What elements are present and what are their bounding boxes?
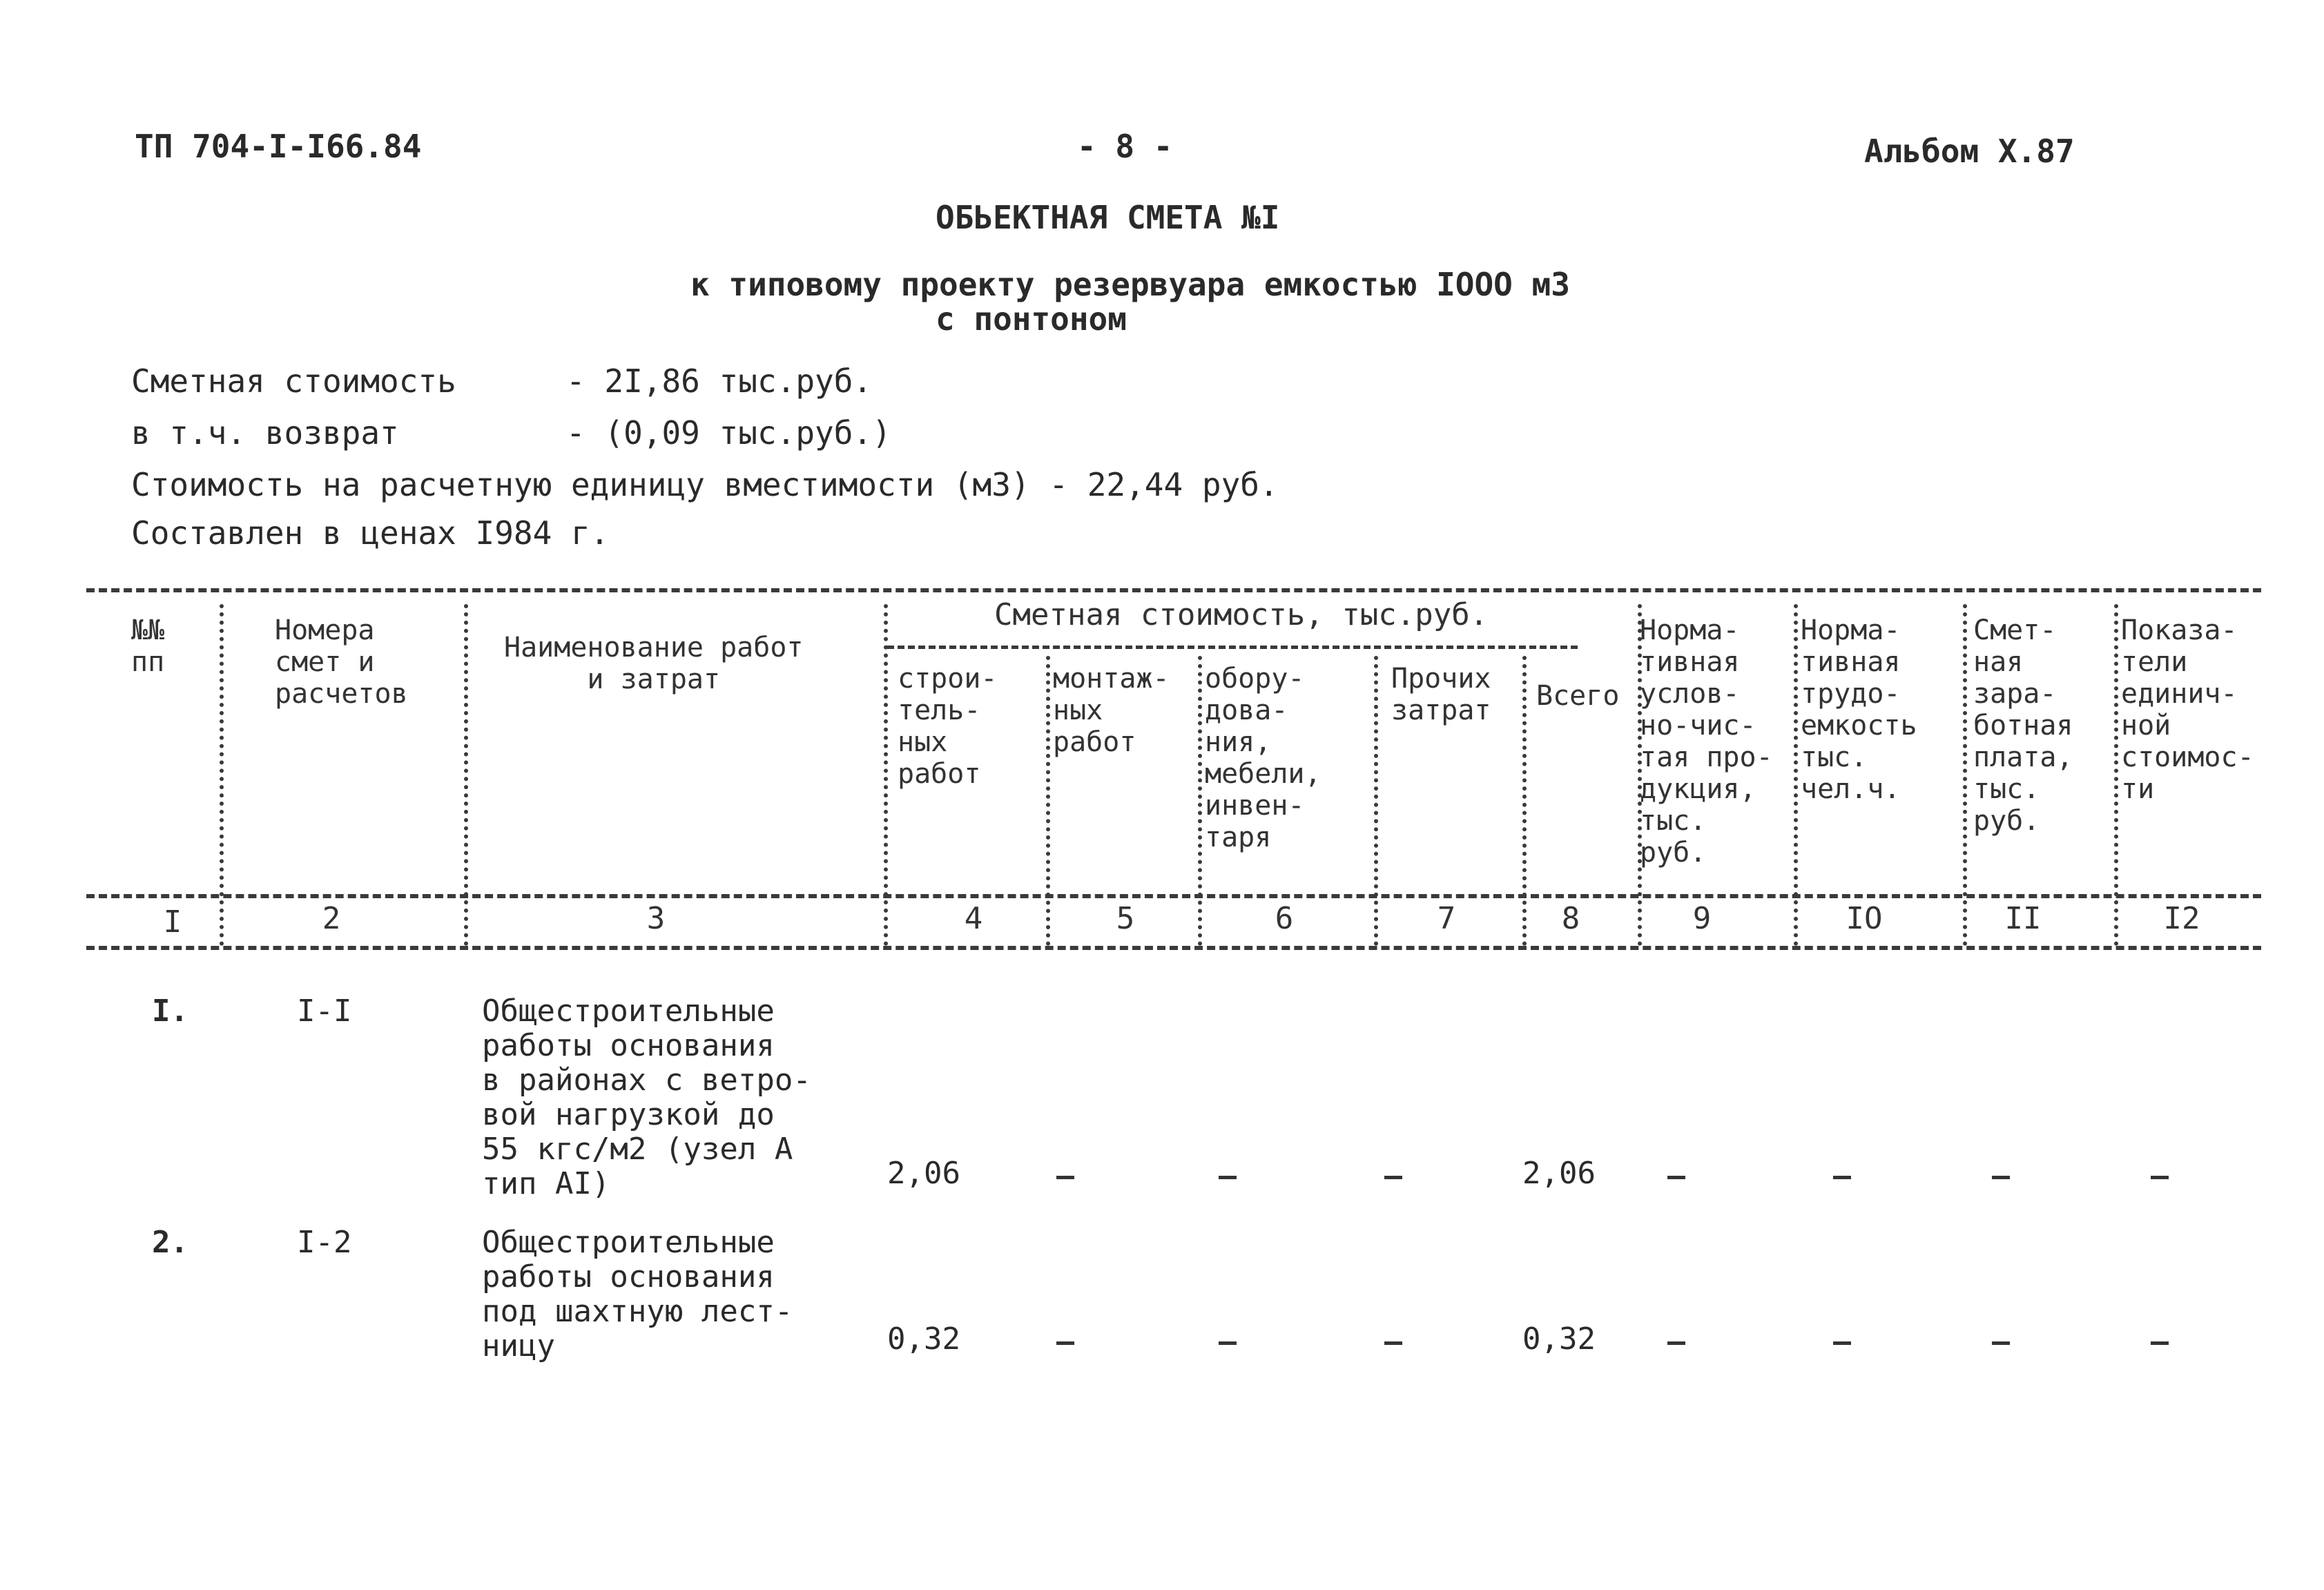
col-header-number: №№ пп	[131, 614, 165, 678]
col-number: I2	[2163, 901, 2200, 936]
col-header-equipment: обору- дова- ния, мебели, инвен- таря	[1205, 663, 1321, 853]
empty-dash	[1992, 1176, 2010, 1179]
empty-dash	[2151, 1176, 2169, 1179]
col-number: IO	[1846, 901, 1883, 936]
row-number: I.	[152, 993, 188, 1029]
empty-dash	[1056, 1176, 1074, 1179]
album-label: Альбом X.87	[1864, 133, 2075, 170]
empty-dash	[1056, 1341, 1074, 1345]
row-construction: 0,32	[887, 1321, 960, 1357]
col-number: 3	[646, 901, 666, 936]
column-separator	[884, 604, 888, 946]
estimate-subtitle-line1: к типовому проекту резервуара емкостью IOOO м3	[690, 266, 1570, 303]
row-number: 2.	[152, 1225, 188, 1260]
return-label: в т.ч. возврат	[131, 414, 399, 452]
col-number: I	[163, 904, 182, 940]
empty-dash	[2151, 1341, 2169, 1345]
col-number: 9	[1692, 901, 1712, 936]
empty-dash	[1219, 1341, 1237, 1345]
col-header-total: Всего	[1536, 680, 1620, 712]
row-construction: 2,06	[887, 1156, 960, 1191]
col-number: 2	[322, 901, 341, 936]
empty-dash	[1833, 1341, 1851, 1345]
col-header-labor: Норма- тивная трудо- емкость тыс. чел.ч.	[1801, 614, 1917, 805]
col-header-installation: монтаж- ных работ	[1053, 663, 1170, 758]
empty-dash	[1667, 1176, 1685, 1179]
column-separator	[1198, 656, 1202, 946]
row-ref: I-I	[297, 993, 352, 1029]
column-separator	[1522, 656, 1527, 946]
col-header-other: Прочих затрат	[1391, 663, 1491, 726]
empty-dash	[1833, 1176, 1851, 1179]
empty-dash	[1667, 1341, 1685, 1345]
column-separator	[1046, 656, 1050, 946]
cost-label: Сметная стоимость	[131, 362, 456, 400]
cost-value: - 2I,86 тыс.руб.	[566, 362, 873, 400]
col-header-indicators: Показа- тели единич- ной стоимос- ти	[2121, 614, 2254, 805]
estimate-subtitle-line2: с понтоном	[936, 300, 1127, 338]
col-number: 4	[964, 901, 983, 936]
return-value: - (0,09 тыс.руб.)	[566, 414, 891, 452]
row-total: 0,32	[1522, 1321, 1596, 1357]
empty-dash	[1384, 1176, 1402, 1179]
prices-year-line: Составлен в ценах I984 г.	[131, 514, 610, 552]
row-total: 2,06	[1522, 1156, 1596, 1191]
col-header-name: Наименование работ и затрат	[504, 632, 804, 695]
unit-cost-line: Стоимость на расчетную единицу вместимости (м3) - 22,44 руб.	[131, 466, 1279, 503]
column-separator	[2114, 604, 2118, 946]
empty-dash	[1384, 1341, 1402, 1345]
column-separator	[1963, 604, 1967, 946]
col-number: 6	[1275, 901, 1294, 936]
header-bottom-rule	[86, 894, 2261, 898]
empty-dash	[1992, 1341, 2010, 1345]
column-separator	[1374, 656, 1378, 946]
col-header-refs: Номера смет и расчетов	[275, 614, 408, 710]
document-code: ТП 704-I-I66.84	[135, 128, 422, 165]
empty-dash	[1219, 1176, 1237, 1179]
column-numbers-rule	[86, 946, 2261, 950]
column-separator	[1794, 604, 1798, 946]
col-number: 7	[1437, 901, 1456, 936]
row-name: Общестроительные работы основания в районах с ветро- вой нагрузкой до 55 кгс/м2 (узел А тип AI)	[482, 993, 811, 1201]
col-header-production: Норма- тивная услов- но-чис- тая про- дукция, тыс. руб.	[1640, 614, 1773, 869]
table-top-rule	[86, 588, 2261, 592]
page-number: - 8 -	[1077, 128, 1173, 165]
column-separator	[220, 604, 224, 946]
col-number: 5	[1116, 901, 1135, 936]
col-number: II	[2004, 901, 2042, 936]
estimate-title: ОБЬЕКТНАЯ СМЕТА №I	[936, 199, 1280, 236]
row-ref: I-2	[297, 1225, 352, 1260]
column-separator	[464, 604, 468, 946]
col-header-wages: Смет- ная зара- ботная плата, тыс. руб.	[1973, 614, 2073, 837]
group-header-rule	[887, 646, 1578, 649]
col-number: 8	[1561, 901, 1580, 936]
row-name: Общестроительные работы основания под шахтную лест- ницу	[482, 1225, 793, 1364]
group-header-cost: Сметная стоимость, тыс.руб.	[994, 597, 1489, 632]
col-header-construction: строи- тель- ных работ	[898, 663, 998, 790]
